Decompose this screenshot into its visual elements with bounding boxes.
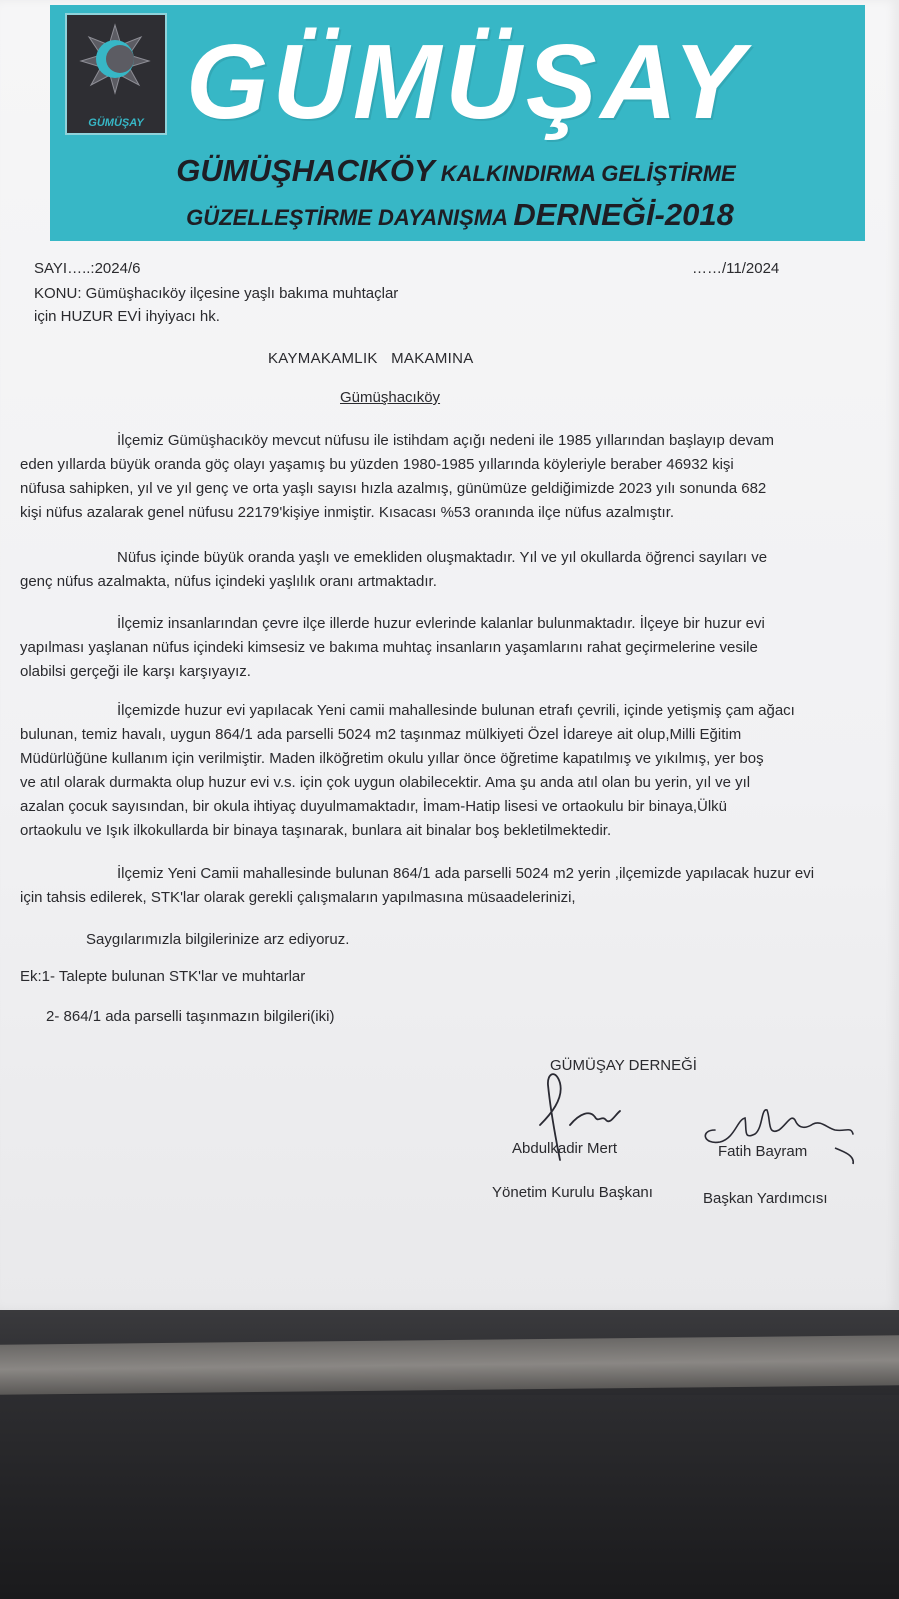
body-paragraph-5 bbox=[20, 862, 860, 910]
body-paragraph-2 bbox=[20, 546, 860, 594]
body-line: İlçemizde huzur evi yapılacak Yeni camii mahallesinde bulunan etrafı çevrili, içinde yetişmiş çam ağacı bbox=[117, 702, 795, 719]
org-name-town: GÜMÜŞHACIKÖY bbox=[176, 153, 435, 188]
org-name-year: DERNEĞİ-2018 bbox=[513, 197, 734, 232]
signature-org: GÜMÜŞAY DERNEĞİ bbox=[550, 1057, 697, 1074]
body-paragraph-1 bbox=[20, 429, 860, 525]
body-line: Müdürlüğüne kullanım için verilmiştir. Maden ilköğretim okulu yıllar önce öğretime kapatılmış ve yıkılmış, yer boş bbox=[20, 750, 764, 767]
association-logo bbox=[65, 13, 167, 135]
closing-line: Saygılarımızla bilgilerinize arz ediyoruz. bbox=[86, 931, 350, 948]
signer-2-title: Başkan Yardımcısı bbox=[703, 1190, 828, 1207]
signer-1-name: Abdulkadir Mert bbox=[512, 1140, 618, 1157]
org-name-purpose2: GÜZELLEŞTİRME DAYANIŞMA bbox=[186, 205, 508, 230]
body-line: ortaokulu ve Işık ilkokullarda bir binaya taşınarak, bunlara ait binalar boş bekletilmektedir. bbox=[20, 822, 612, 839]
body-line: genç nüfus azalmakta, nüfus içindeki yaşlılık oranı artmaktadır. bbox=[20, 573, 437, 590]
signer-2-name: Fatih Bayram bbox=[718, 1143, 808, 1160]
attachment-1: Ek:1- Talepte bulunan STK'lar ve muhtarlar bbox=[20, 968, 306, 985]
body-line: ve atıl olarak durmakta olup huzur evi v.s. için çok uygun olabilecektir. Ama şu anda atıl olan bu yerin, yıl ve yıl bbox=[20, 774, 751, 791]
crescent-star-icon bbox=[79, 23, 151, 95]
letterhead-banner bbox=[50, 5, 865, 241]
addressee: KAYMAKAMLIK MAKAMINA bbox=[268, 350, 474, 367]
org-name-line2 bbox=[60, 197, 860, 236]
body-line: İlçemiz Gümüşhacıköy mevcut nüfusu ile istihdam açığı nedeni ile 1985 yıllarından başlayıp devam bbox=[117, 432, 775, 449]
body-line: kişi nüfus azalarak genel nüfusu 22179'kişiye inmiştir. Kısacası %53 oranında ilçe nüfus azalmıştır. bbox=[20, 504, 675, 521]
org-name-purpose1: KALKINDIRMA GELİŞTİRME bbox=[440, 161, 736, 186]
addressee-place: Gümüşhacıköy bbox=[340, 389, 441, 406]
signer-1-title: Yönetim Kurulu Başkanı bbox=[492, 1184, 653, 1201]
body-line: azalan çocuk sayısından, bir okula ihtiyaç duyulmamaktadır, İmam-Hatip lisesi ve ortaokulu bir binaya,Ülkü bbox=[20, 798, 727, 815]
letter-date: ……/11/2024 bbox=[692, 260, 780, 277]
brand-title: GÜMÜŞAY bbox=[186, 23, 748, 141]
subject-line2: için HUZUR EVİ ihyiyacı hk. bbox=[34, 308, 220, 325]
body-line: olabilsi gerçeği ile karşı karşıyayız. bbox=[20, 663, 251, 680]
body-paragraph-4 bbox=[20, 699, 860, 843]
body-paragraph-3 bbox=[20, 612, 860, 684]
logo-caption: GÜMÜŞAY bbox=[88, 117, 144, 129]
attachment-2: 2- 864/1 ada parselli taşınmazın bilgileri(iki) bbox=[46, 1008, 335, 1025]
org-name-line1 bbox=[46, 153, 866, 192]
body-line: Nüfus içinde büyük oranda yaşlı ve emekliden oluşmaktadır. Yıl ve yıl okullarda öğrenci sayıları ve bbox=[117, 549, 768, 566]
body-line: nüfusa sahipken, yıl ve yıl genç ve orta yaşlı sayısı hızla azalmış, günümüze geldiğimizde 2023 yılı sonunda 682 bbox=[20, 480, 767, 497]
body-line: için tahsis edilerek, STK'lar olarak gerekli çalışmaların yapılmasına müsaadelerinizi, bbox=[20, 889, 576, 906]
body-line: eden yıllarda büyük oranda göç olayı yaşamış bu yüzden 1980-1985 yıllarında köyleriyle beraber 46932 kişi bbox=[20, 456, 734, 473]
subject-line1: KONU: Gümüşhacıköy ilçesine yaşlı bakıma muhtaçlar bbox=[34, 285, 399, 302]
table-edge bbox=[0, 1335, 899, 1394]
body-line: bulunan, temiz havalı, uygun 864/1 ada parselli 5024 m2 taşınmaz mülkiyeti Özel İdareye ait olup,Milli Eğitim bbox=[20, 726, 742, 743]
table-shadow bbox=[0, 1395, 899, 1599]
body-line: İlçemiz Yeni Camii mahallesinde bulunan 864/1 ada parselli 5024 m2 yerin ,ilçemizde yapılacak huzur evi bbox=[117, 865, 815, 882]
reference-number: SAYI…..:2024/6 bbox=[34, 260, 141, 277]
body-line: İlçemiz insanlarından çevre ilçe illerde huzur evlerinde kalanlar bulunmaktadır. İlçeye bir huzur evi bbox=[117, 615, 765, 632]
body-line: yapılması yaşlanan nüfus içindeki kimsesiz ve bakıma muhtaç insanların yaşamlarını rahat geçirmelerine vesile bbox=[20, 639, 758, 656]
